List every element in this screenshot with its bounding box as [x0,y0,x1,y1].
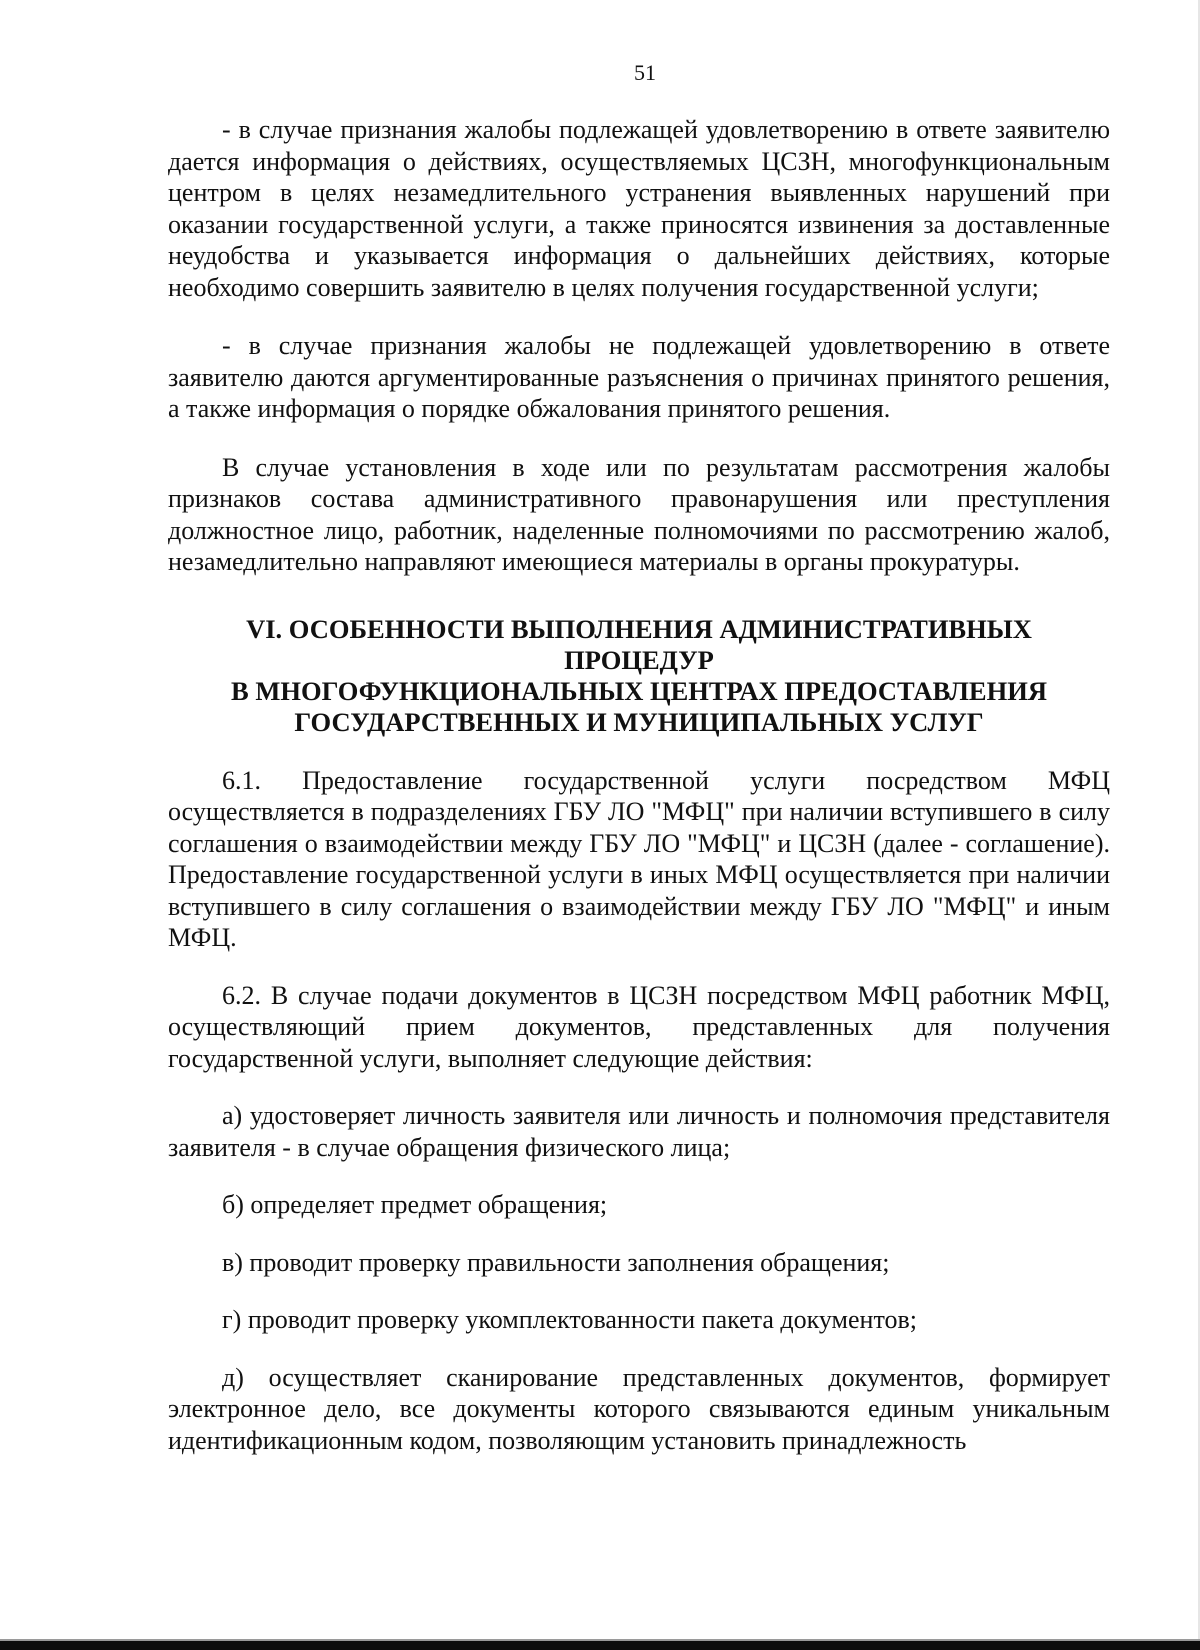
paragraph-complaint-satisfied: - в случае признания жалобы подлежащей удовлетворению в ответе заявителю дается информация о действиях, осуществляемых ЦСЗН, многофункциональным центром в целях незамедлительного устранения выявленных нарушений при оказании государственной услуги, а также приносятся извинения за доставленные неудобства и указывается информация о дальнейших действиях, которые необходимо совершить заявителю в целях получения государственной услуги; [168,115,1110,302]
list-item-v: в) проводит проверку правильности заполнения обращения; [222,1247,890,1277]
paragraph-violation-referral: В случае установления в ходе или по результатам рассмотрения жалобы признаков состава административного правонарушения или преступления должностное лицо, работник, наделенные полномочиями по рассмотрению жалоб, незамедлительно направляют имеющиеся материалы в органы прокуратуры. [168,452,1110,576]
paragraph-6-2: 6.2. В случае подачи документов в ЦСЗН посредством МФЦ работник МФЦ, осуществляющий прием документов, представленных для получения государственной услуги, выполняет следующие действия: [168,980,1110,1073]
paragraph-6-1: 6.1. Предоставление государственной услуги посредством МФЦ осуществляется в подразделениях ГБУ ЛО "МФЦ" при наличии вступившего в силу соглашения о взаимодействии между ГБУ ЛО "МФЦ" и ЦСЗН (далее - соглашение). Предоставление государственной услуги в иных МФЦ осуществляется при наличии вступившего в силу соглашения о взаимодействии между ГБУ ЛО "МФЦ" и иным МФЦ. [168,765,1110,952]
section-heading-line: ГОСУДАРСТВЕННЫХ И МУНИЦИПАЛЬНЫХ УСЛУГ [294,706,984,737]
section-heading-line: В МНОГОФУНКЦИОНАЛЬНЫХ ЦЕНТРАХ ПРЕДОСТАВЛЕНИЯ [231,675,1047,706]
paragraph-complaint-rejected: - в случае признания жалобы не подлежащей удовлетворению в ответе заявителю даются аргументированные разъяснения о причинах принятого решения, а также информация о порядке обжалования принятого решения. [168,331,1110,423]
list-item-g: г) проводит проверку укомплектованности пакета документов; [222,1305,917,1334]
list-item-d: д) осуществляет сканирование представленных документов, формирует электронное дело, все документы которого связываются единым уникальным идентификационным кодом, позволяющим установить принадлежность [168,1362,1110,1455]
page-number: 51 [634,60,656,85]
section-heading [168,614,1110,738]
list-item-a: а) удостоверяет личность заявителя или личность и полномочия представителя заявителя - в случае обращения физического лица; [168,1101,1110,1162]
list-item-b: б) определяет предмет обращения; [222,1190,608,1219]
scan-edge-bottom [0,1641,1200,1650]
document-body [168,114,1110,1456]
section-heading-line: VI. ОСОБЕННОСТИ ВЫПОЛНЕНИЯ АДМИНИСТРАТИВНЫХ [246,613,1032,644]
section-heading-line: ПРОЦЕДУР [564,644,714,675]
